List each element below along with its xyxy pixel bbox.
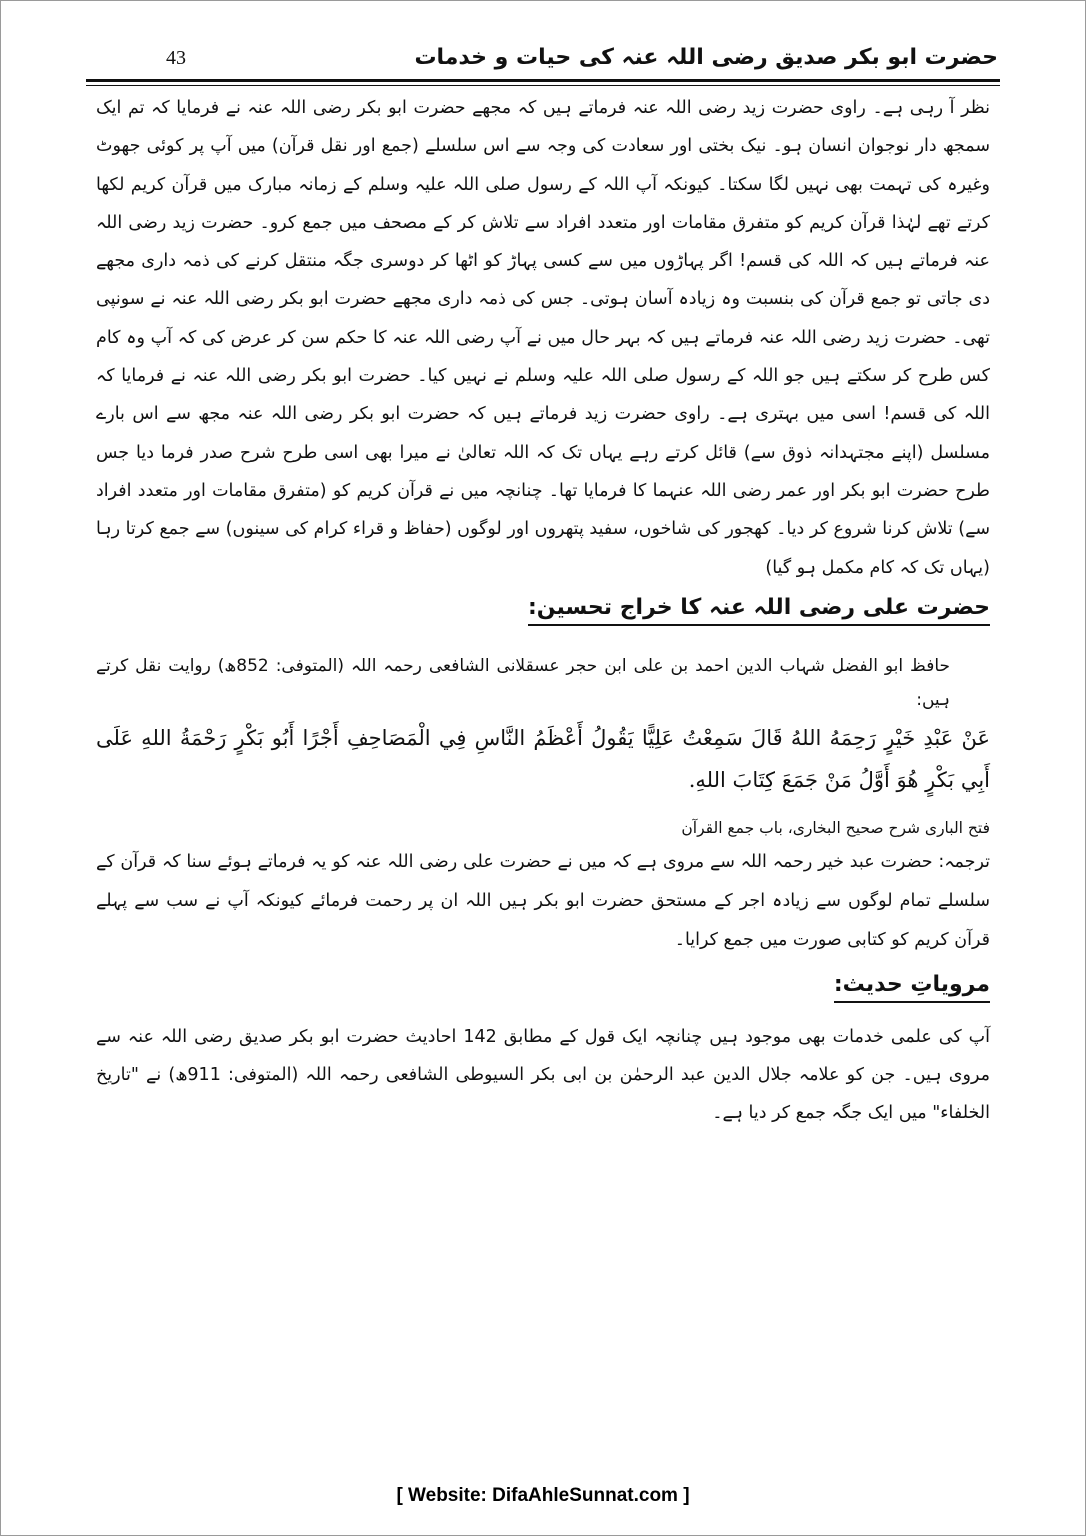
hadith-reference: فتح الباری شرح صحیح البخاری، باب جمع القرآن — [681, 818, 990, 837]
website-footer: [ Website: DifaAhleSunnat.com ] — [396, 1485, 690, 1506]
page-body — [96, 89, 990, 1133]
page-header — [86, 43, 1000, 79]
page-number: 43 — [166, 47, 186, 69]
arabic-hadith-text: عَنْ عَبْدِ خَيْرٍ رَحِمَهُ اللهُ قَالَ سَمِعْتُ عَلِيًّا يَقُولُ أَعْظَمُ النَّاسِ فِي الْمَصَاحِفِ أَجْرًا أَبُو بَكْرٍ رَحْمَةُ اللهِ عَلَى أَبِي بَكْرٍ هُوَ أَوَّلُ مَنْ جَمَعَ كِتَابَ اللهِ. — [96, 725, 990, 792]
section-heading-container-2 — [96, 966, 990, 1018]
header-rule-thin — [86, 85, 1000, 86]
hadith-translation: ترجمہ: حضرت عبد خیر رحمہ اللہ سے مروی ہے کہ میں نے حضرت علی رضی اللہ عنہ کو یہ فرماتے ہوئے سنا کہ قرآن کے سلسلے تمام لوگوں سے زیادہ اجر کے مستحق حضرت ابو بکر ہیں اللہ ان پر رحمت فرمائے کیونکہ آپ نے سب سے پہلے قرآن کریم کو کتابی صورت میں جمع کرایا۔ — [96, 851, 990, 950]
section-heading-narrations: مرویاتِ حدیث: — [834, 972, 990, 1003]
header-rule-thick — [86, 79, 1000, 82]
section-heading-container — [96, 589, 990, 639]
hadith-intro: حافظ ابو الفضل شہاب الدین احمد بن علی ابن حجر عسقلانی الشافعی رحمہ اللہ (المتوفی: 852ھ) روایت نقل کرتے ہیں: — [96, 655, 951, 710]
narrations-paragraph: آپ کی علمی خدمات بھی موجود ہیں چنانچہ ایک قول کے مطابق 142 احادیث حضرت ابو بکر صدیق رضی اللہ عنہ سے مروی ہیں۔ جن کو علامہ جلال الدین عبد الرحمٰن بن ابی بکر السیوطی الشافعی رحمہ اللہ (المتوفی: 911ھ) نے "تاریخ الخلفاء" میں ایک جگہ جمع کر دیا ہے۔ — [96, 1026, 990, 1124]
book-title: حضرت ابو بکر صدیق رضی اللہ عنہ کی حیات و خدمات — [414, 45, 998, 70]
narration-paragraph: نظر آ رہی ہے۔ راوی حضرت زید رضی اللہ عنہ فرماتے ہیں کہ مجھے حضرت ابو بکر رضی اللہ عنہ نے فرمایا کہ تم ایک سمجھ دار نوجوان انسان ہو۔ نیک بختی اور سعادت کی وجہ سے اس سلسلے (جمع اور نقل قرآن) میں آپ پر کوئی جھوٹ وغیرہ کی تہمت بھی نہیں لگا سکتا۔ کیونکہ آپ اللہ کے رسول صلی اللہ علیہ وسلم کے زمانہ مبارک میں قرآن کریم لکھا کرتے تھے لہٰذا قرآن کریم کو متفرق مقامات اور متعدد افراد سے تلاش کر کے مصحف میں جمع کرو۔ حضرت زید رضی اللہ عنہ فرماتے ہیں کہ اللہ کی قسم! اگر پہاڑوں میں سے کسی پہاڑ کو اٹھا کر دوسری جگہ منتقل کرنے کی ذمہ داری مجھے دی جاتی تو جمع قرآن کی بنسبت وہ زیادہ آسان ہوتی۔ جس کی ذمہ داری مجھے حضرت ابو بکر رضی اللہ عنہ نے سونپی تھی۔ حضرت زید رضی اللہ عنہ فرماتے ہیں کہ بہر حال میں نے آپ رضی اللہ عنہ کا حکم سن کر عرض کی کہ آپ وہ کام کس طرح کر سکتے ہیں جو اللہ کے رسول صلی اللہ علیہ وسلم نے نہیں کیا۔ حضرت ابو بکر رضی اللہ عنہ نے فرمایا کہ اللہ کی قسم! اسی میں بہتری ہے۔ راوی حضرت زید فرماتے ہیں کہ حضرت ابو بکر رضی اللہ عنہ مجھ سے اس بارے مسلسل (اپنے مجتہدانہ ذوق سے) قائل کرتے رہے یہاں تک کہ اللہ تعالیٰ نے میرا بھی اسی طرح شرح صدر فرما دیا جس طرح حضرت ابو بکر اور عمر رضی اللہ عنہما کا فرمایا تھا۔ چنانچہ میں نے قرآن کریم کو (متفرق مقامات اور متعدد افراد سے) تلاش کرنا شروع کر دیا۔ کھجور کی شاخوں، سفید پتھروں اور لوگوں (حفاظ و قراء کرام کی سینوں) سے جمع کرتا رہا (یہاں تک کہ کام مکمل ہو گیا) — [96, 98, 990, 578]
section-heading-ali-tribute: حضرت علی رضی اللہ عنہ کا خراج تحسین: — [528, 595, 990, 626]
